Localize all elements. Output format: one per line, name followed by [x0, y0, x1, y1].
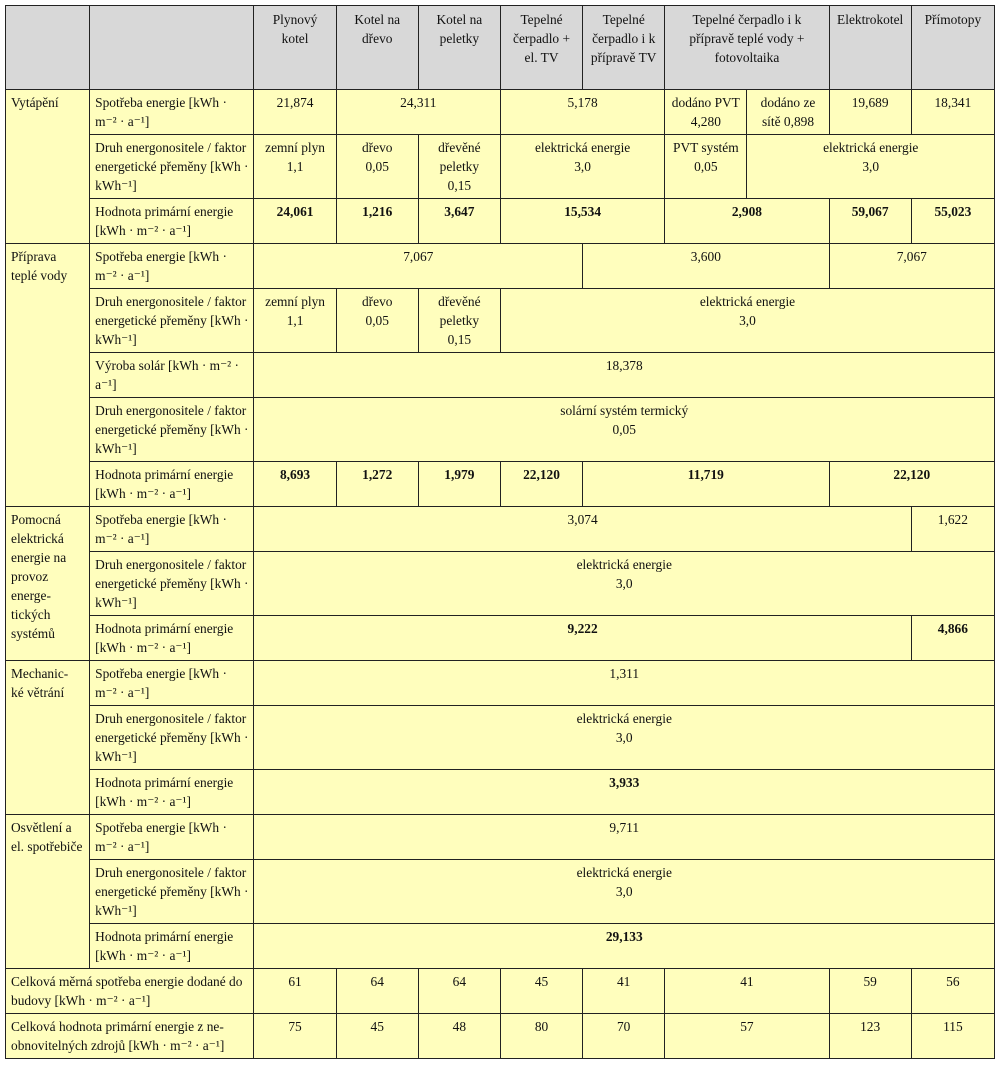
header-blank — [6, 6, 90, 90]
row-label: Druh energonositele / faktor energetické přeměny [kWh · kWh⁻¹] — [90, 706, 254, 770]
table-cell — [665, 135, 747, 199]
table-cell: 80 — [500, 1014, 582, 1059]
table-cell: 41 — [583, 969, 665, 1014]
table-cell: 21,874 — [254, 90, 336, 135]
carrier-factor: 3,0 — [862, 159, 880, 174]
row-label: Spotřeba energie [kWh · m⁻² · a⁻¹] — [90, 90, 254, 135]
table-cell: 29,133 — [254, 924, 995, 969]
table-cell — [500, 289, 994, 353]
table-cell: 4,866 — [911, 616, 994, 661]
carrier-factor: 3,0 — [615, 576, 633, 591]
table-row — [6, 90, 995, 135]
table-row — [6, 706, 995, 770]
table-cell: 56 — [911, 969, 994, 1014]
carrier-factor: 1,1 — [286, 313, 304, 328]
carrier-factor: 0,05 — [694, 159, 718, 174]
table-cell: 3,600 — [583, 244, 829, 289]
table-cell: 3,647 — [418, 199, 500, 244]
table-cell: 64 — [418, 969, 500, 1014]
table-cell: 3,933 — [254, 770, 995, 815]
table-row — [6, 815, 995, 860]
carrier-name: zemní plyn — [265, 294, 325, 309]
row-label: Hodnota primární energie [kWh · m⁻² · a⁻¹] — [90, 616, 254, 661]
row-label: Spotřeba energie [kWh · m⁻² · a⁻¹] — [90, 661, 254, 706]
carrier-name: dřevo — [361, 294, 393, 309]
table-cell: 48 — [418, 1014, 500, 1059]
table-cell: 1,979 — [418, 462, 500, 507]
table-cell: 45 — [500, 969, 582, 1014]
table-cell: 59,067 — [829, 199, 911, 244]
table-cell: 22,120 — [829, 462, 994, 507]
table-cell: 1,622 — [911, 507, 994, 552]
table-cell — [336, 289, 418, 353]
table-cell: 1,272 — [336, 462, 418, 507]
carrier-factor: 0,05 — [365, 159, 389, 174]
carrier-name: elektrická energie — [699, 294, 796, 309]
table-cell: 64 — [336, 969, 418, 1014]
col-header: Tepelné čerpadlo i k přípravě teplé vody + fotovoltaika — [665, 6, 829, 90]
section-label: Osvětlení a el. spotřebiče — [6, 815, 90, 969]
table-row — [6, 398, 995, 462]
row-label: Hodnota primární energie [kWh · m⁻² · a⁻¹] — [90, 199, 254, 244]
table-cell: 41 — [665, 969, 829, 1014]
section-label: Mechanic- ké větrání — [6, 661, 90, 815]
table-cell: 9,711 — [254, 815, 995, 860]
table-cell — [418, 289, 500, 353]
table-row — [6, 924, 995, 969]
row-label: Druh energonositele / faktor energetické přeměny [kWh · kWh⁻¹] — [90, 860, 254, 924]
table-row — [6, 244, 995, 289]
table-cell: 61 — [254, 969, 336, 1014]
col-header: Kotel na peletky — [418, 6, 500, 90]
table-cell: 59 — [829, 969, 911, 1014]
table-cell: 1,216 — [336, 199, 418, 244]
table-row — [6, 552, 995, 616]
col-header: Plynový kotel — [254, 6, 336, 90]
table-row — [6, 135, 995, 199]
carrier-name: elektrická energie — [576, 711, 672, 726]
carrier-name: elektrická energie — [576, 865, 672, 880]
table-cell: 7,067 — [829, 244, 994, 289]
table-cell: 24,061 — [254, 199, 336, 244]
row-label: Druh energonositele / faktor energetické přeměny [kWh · kWh⁻¹] — [90, 552, 254, 616]
carrier-name: zemní plyn — [265, 140, 325, 155]
carrier-name: elektrická energie — [823, 140, 919, 155]
carrier-name: elektrická energie — [534, 140, 631, 155]
carrier-factor: 1,1 — [286, 159, 304, 174]
carrier-name: PVT systém — [673, 140, 739, 155]
col-header: Elektrokotel — [829, 6, 911, 90]
carrier-factor: 3,0 — [574, 159, 591, 174]
table-cell: 3,074 — [254, 507, 911, 552]
table-row — [6, 289, 995, 353]
table-row — [6, 507, 995, 552]
row-label: Hodnota primární energie [kWh · m⁻² · a⁻¹] — [90, 924, 254, 969]
carrier-name: dřevo — [361, 140, 393, 155]
carrier-factor: 0,15 — [447, 332, 472, 347]
table-cell: 1,311 — [254, 661, 995, 706]
header-row — [6, 6, 995, 90]
table-cell: 19,689 — [829, 90, 911, 135]
row-label: Celková měrná spotřeba energie dodané do budovy [kWh · m⁻² · a⁻¹] — [6, 969, 254, 1014]
table-cell — [418, 135, 500, 199]
carrier-factor: 0,15 — [447, 178, 472, 193]
table-cell — [336, 135, 418, 199]
table-cell — [254, 860, 995, 924]
table-cell — [747, 135, 995, 199]
table-cell: 15,534 — [500, 199, 664, 244]
carrier-factor: 0,05 — [365, 313, 389, 328]
table-cell — [254, 135, 336, 199]
table-cell — [254, 398, 995, 462]
section-label: Pomocná elektrická energie na provoz energe- tických systémů — [6, 507, 90, 661]
table-row — [6, 199, 995, 244]
table-row — [6, 462, 995, 507]
table-row — [6, 770, 995, 815]
table-cell: 123 — [829, 1014, 911, 1059]
carrier-name: dřevěné peletky — [438, 140, 481, 174]
table-cell: dodáno PVT 4,280 — [665, 90, 747, 135]
table-cell: 24,311 — [336, 90, 500, 135]
table-cell — [254, 552, 995, 616]
col-header: Tepelné čerpadlo i k přípravě TV — [583, 6, 665, 90]
col-header: Přímotopy — [911, 6, 994, 90]
section-label: Příprava teplé vody — [6, 244, 90, 507]
table-cell — [500, 135, 664, 199]
table-cell: 2,908 — [665, 199, 829, 244]
table-row — [6, 616, 995, 661]
table-cell: 8,693 — [254, 462, 336, 507]
row-label: Spotřeba energie [kWh · m⁻² · a⁻¹] — [90, 507, 254, 552]
energy-comparison-table — [5, 5, 995, 1059]
row-label: Druh energonositele / faktor energetické přeměny [kWh · kWh⁻¹] — [90, 398, 254, 462]
table-cell: 18,378 — [254, 353, 995, 398]
carrier-factor: 3,0 — [615, 884, 633, 899]
table-cell: 7,067 — [254, 244, 583, 289]
table-cell: 70 — [583, 1014, 665, 1059]
table-cell: 18,341 — [911, 90, 994, 135]
row-label: Výroba solár [kWh · m⁻² · a⁻¹] — [90, 353, 254, 398]
table-cell: 45 — [336, 1014, 418, 1059]
table-cell: 9,222 — [254, 616, 911, 661]
row-label: Celková hodnota primární energie z ne- obnovitelných zdrojů [kWh · m⁻² · a⁻¹] — [6, 1014, 254, 1059]
table-cell: 11,719 — [583, 462, 829, 507]
table-row — [6, 969, 995, 1014]
carrier-name: solární systém termický — [560, 403, 689, 418]
carrier-name: dřevěné peletky — [438, 294, 481, 328]
header-blank — [90, 6, 254, 90]
row-label: Druh energonositele / faktor energetické přeměny [kWh · kWh⁻¹] — [90, 135, 254, 199]
table-row — [6, 1014, 995, 1059]
section-label: Vytápění — [6, 90, 90, 244]
table-row — [6, 353, 995, 398]
carrier-factor: 3,0 — [739, 313, 756, 328]
table-cell: 55,023 — [911, 199, 994, 244]
carrier-factor: 0,05 — [612, 422, 636, 437]
col-header: Tepelné čerpadlo + el. TV — [500, 6, 582, 90]
table-cell — [254, 706, 995, 770]
table-cell — [254, 289, 336, 353]
carrier-factor: 3,0 — [615, 730, 633, 745]
row-label: Hodnota primární energie [kWh · m⁻² · a⁻¹] — [90, 462, 254, 507]
carrier-name: elektrická energie — [576, 557, 672, 572]
table-cell: 5,178 — [500, 90, 664, 135]
row-label: Spotřeba energie [kWh · m⁻² · a⁻¹] — [90, 815, 254, 860]
row-label: Hodnota primární energie [kWh · m⁻² · a⁻¹] — [90, 770, 254, 815]
row-label: Spotřeba energie [kWh · m⁻² · a⁻¹] — [90, 244, 254, 289]
col-header: Kotel na dřevo — [336, 6, 418, 90]
table-cell: 115 — [911, 1014, 994, 1059]
table-cell: 22,120 — [500, 462, 582, 507]
table-cell: 57 — [665, 1014, 829, 1059]
table-row — [6, 860, 995, 924]
table-cell: 75 — [254, 1014, 336, 1059]
table-row — [6, 661, 995, 706]
table-cell: dodáno ze sítě 0,898 — [747, 90, 829, 135]
row-label: Druh energonositele / faktor energetické přeměny [kWh · kWh⁻¹] — [90, 289, 254, 353]
